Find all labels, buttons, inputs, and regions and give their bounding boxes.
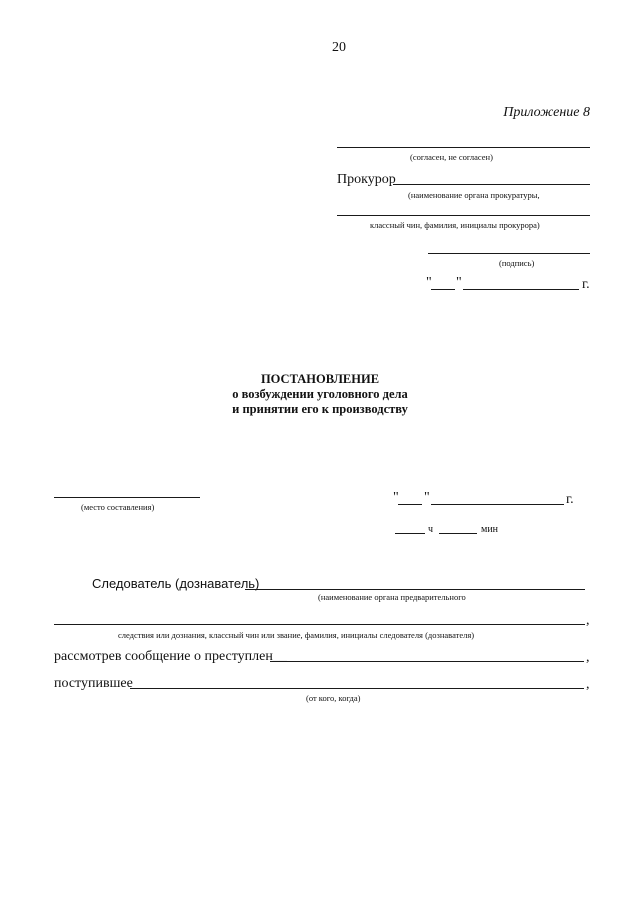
doc-date-quote-close: " — [424, 490, 430, 505]
approval-date-month-line — [463, 289, 579, 290]
investigator-line — [245, 589, 585, 590]
signature-hint: (подпись) — [499, 258, 535, 268]
document-subtitle-line1: о возбуждении уголовного дела — [232, 387, 408, 401]
doc-date-day-line — [398, 504, 422, 505]
minutes-label: мин — [481, 524, 499, 535]
place-hint: (место составления) — [81, 502, 155, 512]
investigation-details-line — [54, 624, 585, 625]
document-title: ПОСТАНОВЛЕНИЕ — [260, 372, 380, 386]
doc-year-suffix: г. — [566, 492, 574, 507]
investigation-body-hint: (наименование органа предварительного — [318, 592, 466, 602]
investigator-label: Следователь (дознаватель) — [92, 576, 260, 591]
place-line — [54, 497, 200, 498]
appendix-label: Приложение 8 — [503, 105, 590, 120]
hours-label: ч — [428, 524, 434, 535]
doc-date-quote-open: " — [393, 490, 399, 505]
document-subtitle-line2: и принятии его к производству — [232, 402, 408, 416]
prosecutor-line — [393, 184, 590, 185]
received-line — [130, 688, 584, 689]
page-number: 20 — [332, 40, 346, 55]
prosecutor-body-hint: (наименование органа прокуратуры, — [408, 190, 540, 200]
prosecutor-rank-line — [337, 215, 590, 216]
agreement-line — [337, 147, 590, 148]
reviewed-line — [270, 661, 584, 662]
approval-date-quote-close: " — [456, 275, 462, 290]
approval-year-suffix: г. — [582, 277, 590, 292]
prosecutor-rank-hint: классный чин, фамилия, инициалы прокурора) — [370, 220, 540, 230]
received-comma: , — [586, 677, 590, 692]
agreement-hint: (согласен, не согласен) — [410, 152, 493, 162]
from-whom-hint: (от кого, когда) — [306, 693, 361, 703]
signature-line — [428, 253, 590, 254]
investigation-details-comma: , — [586, 613, 590, 628]
reviewed-comma: , — [586, 650, 590, 665]
doc-date-month-line — [431, 504, 564, 505]
minutes-line — [439, 533, 477, 534]
received-label: поступившее — [54, 676, 133, 691]
hours-line — [395, 533, 425, 534]
prosecutor-label: Прокурор — [337, 172, 396, 187]
approval-date-day-line — [431, 289, 455, 290]
investigation-details-hint: следствия или дознания, классный чин или звание, фамилия, инициалы следователя (дознавателя) — [118, 630, 475, 640]
reviewed-label: рассмотрев сообщение о преступлен__ — [54, 649, 287, 664]
approval-date-quote-open: " — [426, 275, 432, 290]
